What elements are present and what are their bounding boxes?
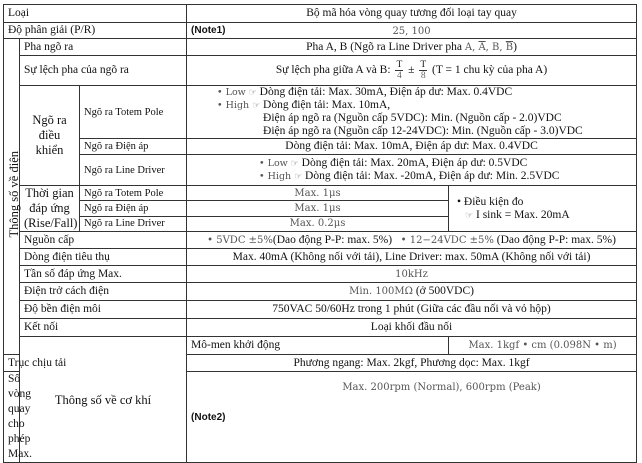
pointing-hand-icon: ☞ bbox=[465, 209, 474, 220]
value-starting-torque: Max. 1kgf • cm (0.098N • m) bbox=[449, 337, 637, 355]
label-starting-torque: Mô-men khởi động bbox=[187, 337, 449, 355]
resolution-values: 25, 100 bbox=[392, 26, 431, 37]
row-dielectric bbox=[4, 301, 637, 319]
pointing-hand-icon: ☞ bbox=[248, 87, 257, 97]
pointing-hand-icon: ☞ bbox=[290, 158, 299, 168]
row-type bbox=[4, 5, 637, 23]
row-response-totem bbox=[4, 186, 637, 201]
note2-label: (Note2) bbox=[191, 411, 226, 423]
row-current bbox=[4, 249, 637, 266]
label-resolution: Độ phân giải (P/R) bbox=[4, 23, 187, 39]
row-resolution bbox=[4, 23, 637, 39]
value-control-totem: • Low ☞ Dòng điện tải: Max. 30mA, Điện áp dư: Max. 0.4VDC • High ☞ Dòng điện tải: Max. 10mA, Điện áp ngõ ra (Nguồn cấp 5VDC): Min. (Nguồn cấp - 2.0)VDC Điện áp ngõ ra (Nguồn cấp 12-24VDC): Min. (Nguồn cấp - 3.0)VDC bbox=[187, 86, 637, 139]
label-control-line-driver: Ngõ ra Line Driver bbox=[80, 155, 187, 186]
value-phase-diff: Sự lệch pha giữa A và B: $\frac{T}{4}$ ± $\frac{T}{8}$ (T = 1 chu kỳ của pha A) bbox=[187, 56, 637, 86]
electrical-group-label: Thông số về điện bbox=[4, 39, 20, 355]
row-phase-diff bbox=[4, 56, 637, 86]
row-connection bbox=[4, 319, 637, 337]
mechanical-group-label: Thông số về cơ khí bbox=[20, 337, 187, 463]
value-response-line-driver: Max. 0.2μs bbox=[187, 216, 449, 231]
row-insulation bbox=[4, 283, 637, 301]
label-output-phase: Pha ngõ ra bbox=[20, 39, 187, 56]
response-condition: • Điều kiện đo ☞ I sink = Max. 20mA bbox=[449, 186, 637, 232]
spec-table bbox=[3, 4, 637, 463]
fraction-t-8: $\frac{T}{8}$ bbox=[420, 60, 427, 81]
value-control-line-driver: • Low ☞ Dòng điện tải: Max. 20mA, Điện áp dư: 0.5VDC • High ☞ Dòng điện tải: Max. -20mA, Điện áp dư: Min. 2.5VDC bbox=[187, 155, 637, 186]
value-insulation: Min. 100MΩ (ở 500VDC) bbox=[187, 283, 637, 301]
value-control-voltage: Dòng điện tải: Max. 10mA, Điện áp dư: Max. 0.4VDC bbox=[187, 139, 637, 155]
label-response-voltage: Ngõ ra Điện áp bbox=[80, 201, 187, 216]
pointing-hand-icon: ☞ bbox=[294, 171, 303, 181]
value-power-supply: • 5VDC ±5%(Dao động P-P: max. 5%) • 12−24VDC ±5% (Dao động P-P: max. 5%) bbox=[187, 232, 637, 249]
value-current: Max. 40mA (Không nối với tải), Line Driver: max. 50mA (Không nối với tải) bbox=[187, 249, 637, 266]
max-rpm-values: Max. 200rpm (Normal), 600rpm (Peak) bbox=[342, 382, 541, 393]
value-dielectric: 750VAC 50/60Hz trong 1 phút (Giữa các đầu nối và vỏ hộp) bbox=[187, 301, 637, 319]
label-type: Loại bbox=[4, 5, 187, 23]
row-power-supply bbox=[4, 232, 637, 249]
label-dielectric: Độ bền điện môi bbox=[20, 301, 187, 319]
label-control-totem: Ngõ ra Totem Pole bbox=[80, 86, 187, 139]
row-starting-torque bbox=[4, 337, 637, 355]
row-control-voltage bbox=[4, 139, 637, 155]
value-type: Bộ mã hóa vòng quay tương đối loại tay quay bbox=[187, 5, 637, 23]
label-control-voltage: Ngõ ra Điện áp bbox=[80, 139, 187, 155]
label-control-output: Ngõ ra điều khiển bbox=[20, 86, 80, 186]
value-connection: Loại khối đầu nối bbox=[187, 319, 637, 337]
value-response-totem: Max. 1μs bbox=[187, 186, 449, 201]
value-max-freq: 10kHz bbox=[187, 266, 637, 283]
pointing-hand-icon: ☞ bbox=[252, 100, 261, 110]
label-phase-diff: Sự lệch pha của ngõ ra bbox=[20, 56, 187, 86]
label-response-totem: Ngõ ra Totem Pole bbox=[80, 186, 187, 201]
label-response-time: Thời gian đáp ứng (Rise/Fall) bbox=[20, 186, 80, 232]
label-power-supply: Nguồn cấp bbox=[20, 232, 187, 249]
label-current: Dòng điện tiêu thụ bbox=[20, 249, 187, 266]
phase-list: A, $\overline{A}$, B, $\overline{B}$ bbox=[464, 41, 514, 53]
row-control-line-driver bbox=[4, 155, 637, 186]
value-response-voltage: Max. 1μs bbox=[187, 201, 449, 216]
label-max-freq: Tần số đáp ứng Max. bbox=[20, 266, 187, 283]
label-shaft-load: Trục chịu tải bbox=[4, 355, 20, 372]
fraction-t-4: $\frac{T}{4}$ bbox=[396, 60, 403, 81]
note1-label: (Note1) bbox=[191, 25, 226, 36]
label-response-line-driver: Ngõ ra Line Driver bbox=[80, 216, 187, 231]
label-connection: Kết nối bbox=[20, 319, 187, 337]
row-max-freq bbox=[4, 266, 637, 283]
label-max-rpm: Số vòng quay cho phép Max. bbox=[4, 372, 20, 463]
row-output-phase bbox=[4, 39, 637, 56]
value-output-phase: Pha A, B (Ngõ ra Line Driver pha A, $\overline{A}$, B, $\overline{B}$) bbox=[187, 39, 637, 56]
label-insulation: Điện trở cách điện bbox=[20, 283, 187, 301]
value-max-rpm bbox=[187, 372, 637, 463]
row-control-totem bbox=[4, 86, 637, 139]
value-resolution bbox=[187, 23, 637, 39]
value-shaft-load: Phương ngang: Max. 2kgf, Phương dọc: Max. 1kgf bbox=[187, 355, 637, 372]
